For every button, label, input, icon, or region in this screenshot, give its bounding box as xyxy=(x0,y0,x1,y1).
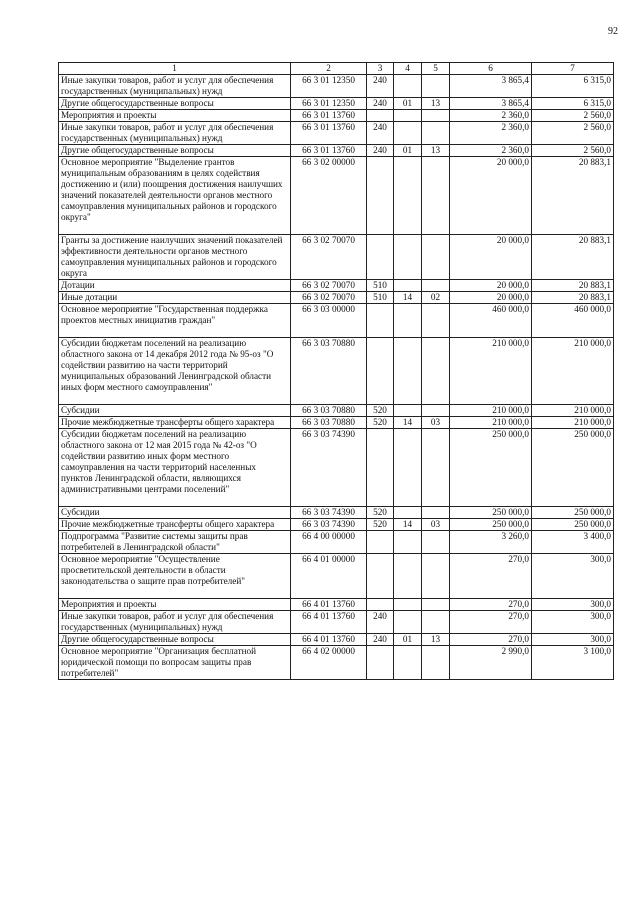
page-number: 92 xyxy=(608,26,618,37)
table-row xyxy=(59,554,614,599)
table-row xyxy=(59,531,614,554)
row-value-2-cell: 300,0 xyxy=(532,634,614,646)
row-code-cell: 66 3 03 70880 xyxy=(291,338,367,405)
row-vr-cell xyxy=(367,110,394,122)
row-pr-cell xyxy=(422,554,450,599)
table-row xyxy=(59,634,614,646)
row-value-1-cell: 2 360,0 xyxy=(450,122,532,145)
row-name-cell: Подпрограмма "Развитие системы защиты прав потребителей в Ленинградской области" xyxy=(59,531,291,554)
table-row xyxy=(59,338,614,405)
budget-table xyxy=(58,62,614,680)
row-value-2-cell: 20 883,1 xyxy=(532,292,614,304)
row-value-1-cell: 20 000,0 xyxy=(450,280,532,292)
row-pr-cell xyxy=(422,646,450,680)
row-value-2-cell: 20 883,1 xyxy=(532,235,614,280)
row-rz-cell xyxy=(394,122,422,145)
row-vr-cell: 240 xyxy=(367,634,394,646)
row-rz-cell xyxy=(394,611,422,634)
row-value-1-cell: 20 000,0 xyxy=(450,157,532,235)
row-name-cell: Другие общегосударственные вопросы xyxy=(59,145,291,157)
row-pr-cell xyxy=(422,531,450,554)
row-value-1-cell: 250 000,0 xyxy=(450,519,532,531)
row-value-2-cell: 210 000,0 xyxy=(532,417,614,429)
row-code-cell: 66 4 00 00000 xyxy=(291,531,367,554)
row-rz-cell xyxy=(394,280,422,292)
row-pr-cell xyxy=(422,599,450,611)
row-rz-cell xyxy=(394,599,422,611)
table-row xyxy=(59,98,614,110)
row-vr-cell xyxy=(367,646,394,680)
row-name-cell: Основное мероприятие "Государственная поддержка проектов местных инициатив граждан" xyxy=(59,304,291,338)
row-vr-cell: 240 xyxy=(367,122,394,145)
row-vr-cell xyxy=(367,157,394,235)
row-pr-cell xyxy=(422,405,450,417)
row-vr-cell: 520 xyxy=(367,405,394,417)
row-rz-cell: 14 xyxy=(394,519,422,531)
row-code-cell: 66 3 01 13760 xyxy=(291,145,367,157)
row-rz-cell: 01 xyxy=(394,634,422,646)
table-row xyxy=(59,611,614,634)
table-row xyxy=(59,405,614,417)
row-code-cell: 66 4 01 13760 xyxy=(291,634,367,646)
row-rz-cell xyxy=(394,554,422,599)
row-value-1-cell: 210 000,0 xyxy=(450,338,532,405)
row-value-2-cell: 250 000,0 xyxy=(532,519,614,531)
table-row xyxy=(59,157,614,235)
row-value-1-cell: 250 000,0 xyxy=(450,429,532,507)
row-pr-cell xyxy=(422,157,450,235)
row-rz-cell: 14 xyxy=(394,292,422,304)
row-pr-cell xyxy=(422,280,450,292)
table-row xyxy=(59,304,614,338)
row-vr-cell xyxy=(367,599,394,611)
row-value-1-cell: 250 000,0 xyxy=(450,507,532,519)
row-code-cell: 66 3 02 70070 xyxy=(291,280,367,292)
row-vr-cell xyxy=(367,429,394,507)
row-code-cell: 66 4 01 13760 xyxy=(291,599,367,611)
row-vr-cell: 510 xyxy=(367,280,394,292)
row-rz-cell xyxy=(394,157,422,235)
row-name-cell: Гранты за достижение наилучших значений показателей эффективности деятельности органов местного самоуправления муниципальных районов и городского округа xyxy=(59,235,291,280)
row-pr-cell: 13 xyxy=(422,98,450,110)
row-code-cell: 66 3 03 00000 xyxy=(291,304,367,338)
row-code-cell: 66 3 02 00000 xyxy=(291,157,367,235)
row-name-cell: Субсидии xyxy=(59,405,291,417)
row-rz-cell xyxy=(394,429,422,507)
row-vr-cell: 520 xyxy=(367,507,394,519)
row-value-1-cell: 270,0 xyxy=(450,634,532,646)
table-row xyxy=(59,292,614,304)
row-name-cell: Прочие межбюджетные трансферты общего характера xyxy=(59,417,291,429)
row-code-cell: 66 3 03 70880 xyxy=(291,405,367,417)
row-value-2-cell: 210 000,0 xyxy=(532,405,614,417)
row-value-2-cell: 2 560,0 xyxy=(532,110,614,122)
table-row xyxy=(59,507,614,519)
row-rz-cell: 14 xyxy=(394,417,422,429)
table-row xyxy=(59,145,614,157)
row-pr-cell: 13 xyxy=(422,145,450,157)
row-vr-cell: 240 xyxy=(367,98,394,110)
row-name-cell: Субсидии xyxy=(59,507,291,519)
row-value-2-cell: 460 000,0 xyxy=(532,304,614,338)
row-name-cell: Иные закупки товаров, работ и услуг для обеспечения государственных (муниципальных) нужд xyxy=(59,75,291,98)
row-vr-cell: 510 xyxy=(367,292,394,304)
row-code-cell: 66 3 03 74390 xyxy=(291,507,367,519)
row-value-1-cell: 270,0 xyxy=(450,611,532,634)
row-pr-cell xyxy=(422,611,450,634)
row-value-2-cell: 6 315,0 xyxy=(532,75,614,98)
row-value-2-cell: 2 560,0 xyxy=(532,145,614,157)
row-name-cell: Основное мероприятие "Организация бесплатной юридической помощи по вопросам защиты прав потребителей" xyxy=(59,646,291,680)
row-code-cell: 66 3 03 74390 xyxy=(291,429,367,507)
row-value-1-cell: 270,0 xyxy=(450,554,532,599)
table-row xyxy=(59,646,614,680)
row-value-2-cell: 20 883,1 xyxy=(532,280,614,292)
row-name-cell: Дотации xyxy=(59,280,291,292)
table-row xyxy=(59,519,614,531)
row-vr-cell: 240 xyxy=(367,75,394,98)
row-name-cell: Иные дотации xyxy=(59,292,291,304)
row-pr-cell: 03 xyxy=(422,417,450,429)
row-value-1-cell: 460 000,0 xyxy=(450,304,532,338)
row-name-cell: Прочие межбюджетные трансферты общего характера xyxy=(59,519,291,531)
row-pr-cell xyxy=(422,235,450,280)
row-vr-cell xyxy=(367,554,394,599)
row-name-cell: Иные закупки товаров, работ и услуг для обеспечения государственных (муниципальных) нужд xyxy=(59,122,291,145)
row-value-1-cell: 20 000,0 xyxy=(450,235,532,280)
row-value-1-cell: 3 865,4 xyxy=(450,98,532,110)
row-value-1-cell: 20 000,0 xyxy=(450,292,532,304)
table-header-row xyxy=(59,63,614,75)
table-row xyxy=(59,122,614,145)
row-name-cell: Иные закупки товаров, работ и услуг для обеспечения государственных (муниципальных) нужд xyxy=(59,611,291,634)
row-pr-cell xyxy=(422,338,450,405)
row-vr-cell xyxy=(367,531,394,554)
row-value-1-cell: 2 360,0 xyxy=(450,110,532,122)
row-value-1-cell: 2 990,0 xyxy=(450,646,532,680)
row-pr-cell: 13 xyxy=(422,634,450,646)
row-vr-cell xyxy=(367,235,394,280)
row-value-1-cell: 3 260,0 xyxy=(450,531,532,554)
row-code-cell: 66 4 02 00000 xyxy=(291,646,367,680)
row-rz-cell xyxy=(394,405,422,417)
table-row xyxy=(59,599,614,611)
row-code-cell: 66 4 01 13760 xyxy=(291,611,367,634)
row-code-cell: 66 4 01 00000 xyxy=(291,554,367,599)
row-vr-cell xyxy=(367,338,394,405)
row-vr-cell: 240 xyxy=(367,611,394,634)
row-name-cell: Субсидии бюджетам поселений на реализацию областного закона от 14 декабря 2012 года № 95-оз "О содействии развитию на части территорий муниципальных образований Ленинградской области иных форм местного самоуправления" xyxy=(59,338,291,405)
row-rz-cell xyxy=(394,110,422,122)
row-value-1-cell: 270,0 xyxy=(450,599,532,611)
row-pr-cell: 03 xyxy=(422,519,450,531)
row-code-cell: 66 3 03 74390 xyxy=(291,519,367,531)
row-code-cell: 66 3 02 70070 xyxy=(291,292,367,304)
row-pr-cell xyxy=(422,110,450,122)
column-header: 2 xyxy=(291,63,367,75)
column-header: 5 xyxy=(422,63,450,75)
row-name-cell: Основное мероприятие "Выделение грантов муниципальным образованиям в целях содействия достижению и (или) поощрения достижения наилучших значений показателей деятельности органов местного самоуправления муниципальных районов и городского округа" xyxy=(59,157,291,235)
row-pr-cell xyxy=(422,507,450,519)
row-value-1-cell: 210 000,0 xyxy=(450,417,532,429)
row-rz-cell xyxy=(394,531,422,554)
row-value-2-cell: 250 000,0 xyxy=(532,507,614,519)
row-value-2-cell: 210 000,0 xyxy=(532,338,614,405)
row-value-2-cell: 250 000,0 xyxy=(532,429,614,507)
row-value-2-cell: 2 560,0 xyxy=(532,122,614,145)
row-rz-cell xyxy=(394,338,422,405)
row-value-2-cell: 300,0 xyxy=(532,554,614,599)
row-pr-cell xyxy=(422,122,450,145)
row-rz-cell xyxy=(394,304,422,338)
row-rz-cell: 01 xyxy=(394,98,422,110)
table-row xyxy=(59,110,614,122)
row-value-2-cell: 20 883,1 xyxy=(532,157,614,235)
table-row xyxy=(59,280,614,292)
row-code-cell: 66 3 01 12350 xyxy=(291,75,367,98)
row-code-cell: 66 3 02 70070 xyxy=(291,235,367,280)
row-vr-cell: 240 xyxy=(367,145,394,157)
row-value-1-cell: 2 360,0 xyxy=(450,145,532,157)
row-vr-cell: 520 xyxy=(367,417,394,429)
row-name-cell: Мероприятия и проекты xyxy=(59,599,291,611)
table-row xyxy=(59,75,614,98)
row-value-2-cell: 300,0 xyxy=(532,599,614,611)
row-value-2-cell: 6 315,0 xyxy=(532,98,614,110)
row-name-cell: Основное мероприятие "Осуществление просветительской деятельности в области законодательства о защите прав потребителей" xyxy=(59,554,291,599)
column-header: 4 xyxy=(394,63,422,75)
row-value-1-cell: 3 865,4 xyxy=(450,75,532,98)
row-value-2-cell: 3 400,0 xyxy=(532,531,614,554)
table-row xyxy=(59,235,614,280)
row-vr-cell xyxy=(367,304,394,338)
row-value-2-cell: 300,0 xyxy=(532,611,614,634)
row-name-cell: Другие общегосударственные вопросы xyxy=(59,634,291,646)
row-name-cell: Другие общегосударственные вопросы xyxy=(59,98,291,110)
table-row xyxy=(59,417,614,429)
row-rz-cell: 01 xyxy=(394,145,422,157)
row-rz-cell xyxy=(394,75,422,98)
row-code-cell: 66 3 01 13760 xyxy=(291,122,367,145)
row-pr-cell xyxy=(422,304,450,338)
row-code-cell: 66 3 01 13760 xyxy=(291,110,367,122)
row-vr-cell: 520 xyxy=(367,519,394,531)
row-pr-cell xyxy=(422,75,450,98)
column-header: 7 xyxy=(532,63,614,75)
row-pr-cell xyxy=(422,429,450,507)
row-rz-cell xyxy=(394,507,422,519)
row-pr-cell: 02 xyxy=(422,292,450,304)
row-rz-cell xyxy=(394,646,422,680)
column-header: 3 xyxy=(367,63,394,75)
row-code-cell: 66 3 03 70880 xyxy=(291,417,367,429)
table-row xyxy=(59,429,614,507)
column-header: 1 xyxy=(59,63,291,75)
row-rz-cell xyxy=(394,235,422,280)
column-header: 6 xyxy=(450,63,532,75)
row-value-1-cell: 210 000,0 xyxy=(450,405,532,417)
row-code-cell: 66 3 01 12350 xyxy=(291,98,367,110)
row-name-cell: Мероприятия и проекты xyxy=(59,110,291,122)
row-value-2-cell: 3 100,0 xyxy=(532,646,614,680)
row-name-cell: Субсидии бюджетам поселений на реализацию областного закона от 12 мая 2015 года № 42-оз "О содействии развитию иных форм местного самоуправления на части территорий населенных пунктов Ленинградской области, являющихся административными центрами поселений" xyxy=(59,429,291,507)
